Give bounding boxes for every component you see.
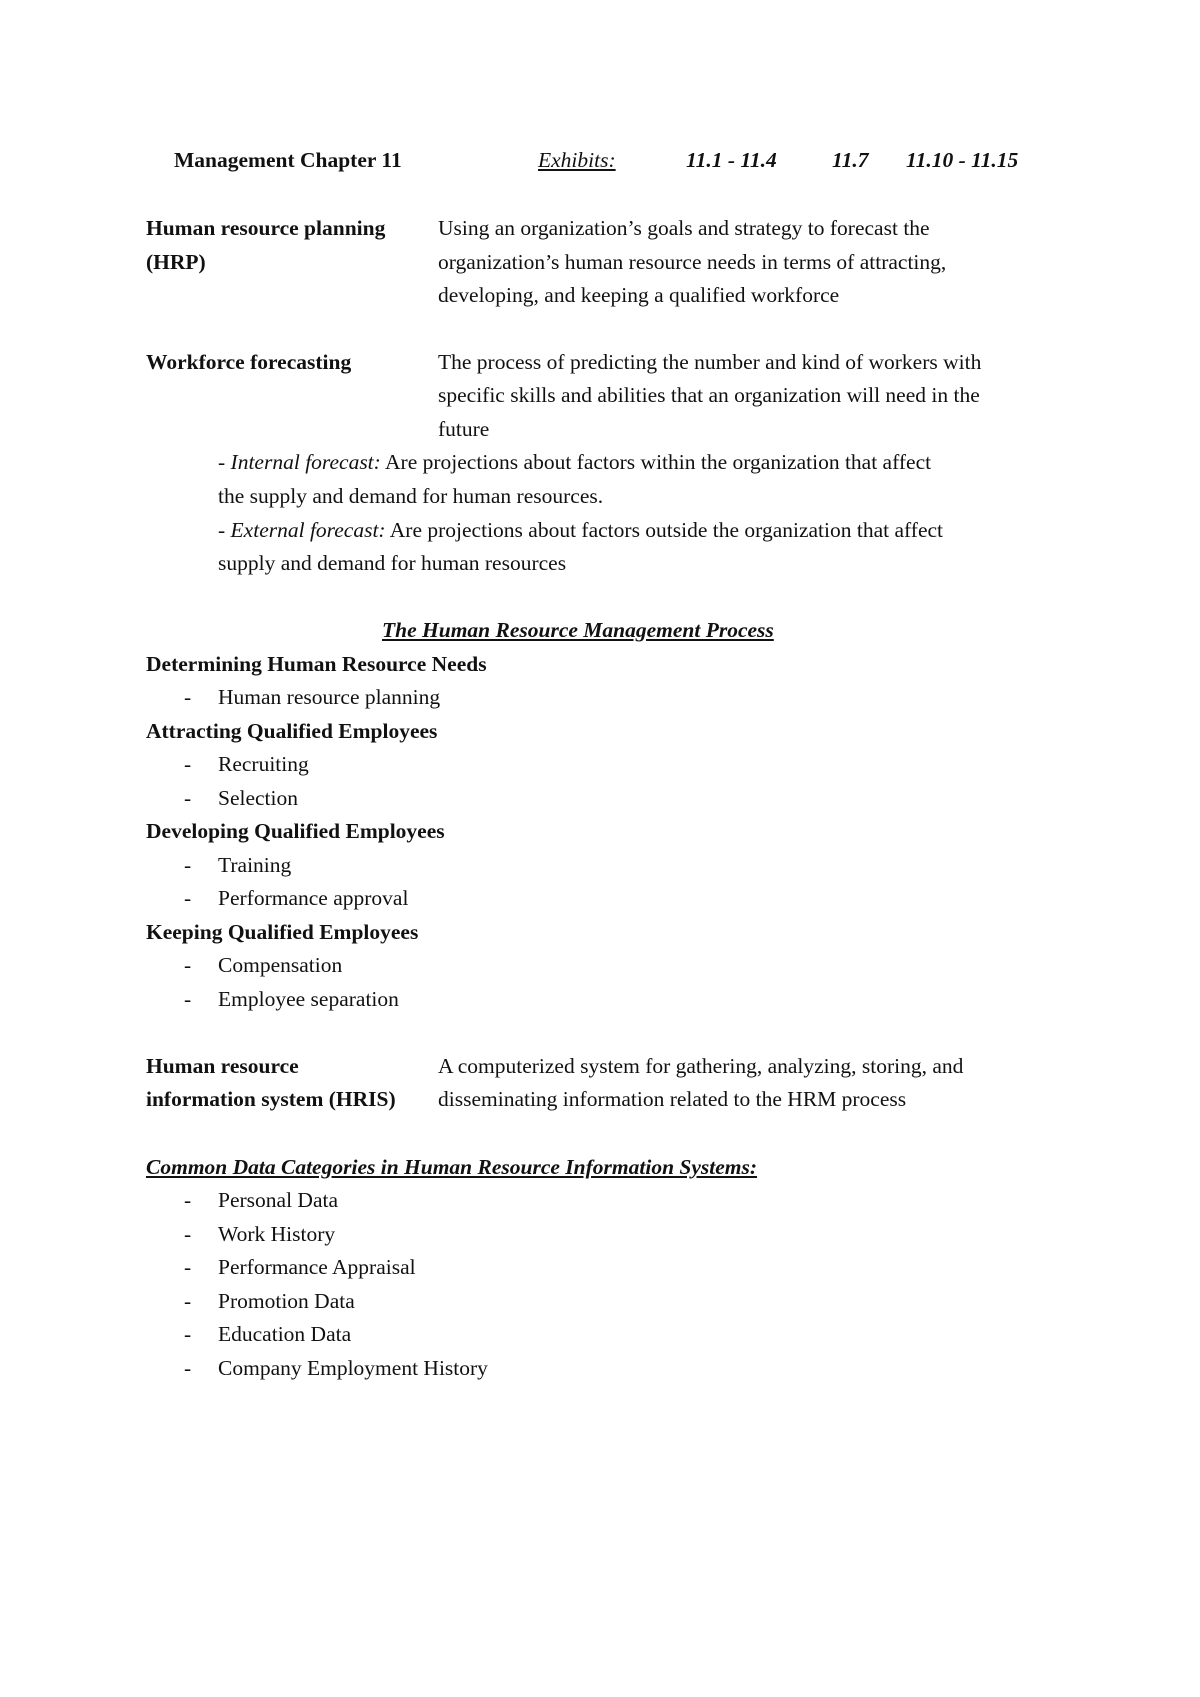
term-hris: information system (HRIS) [146,1087,396,1111]
dash: - [184,853,192,877]
definition-line: disseminating information related to the HRM process [438,1087,907,1111]
section-title: The Human Resource Management Process [382,618,774,642]
list-item: Recruiting [218,752,309,776]
list-item: Personal Data [218,1188,339,1212]
term-hrp: (HRP) [146,250,206,274]
external-forecast-line [218,514,943,548]
dash: - [184,886,192,910]
term-hrp: Human resource planning [146,216,386,240]
definition-line: A computerized system for gathering, analyzing, storing, and [438,1054,964,1078]
bullet-prefix: - [218,450,231,474]
list-item: Performance approval [218,886,409,910]
bullet-prefix: - [218,518,231,542]
dash: - [184,987,192,1011]
list-item: Work History [218,1222,336,1246]
process-heading: Attracting Qualified Employees [146,719,438,743]
list-item: Compensation [218,953,343,977]
internal-forecast-label: Internal forecast: [230,450,381,474]
internal-forecast-line [218,446,931,480]
dash: - [184,786,192,810]
list-item: Performance Appraisal [218,1255,416,1279]
definition-line: The process of predicting the number and kind of workers with [438,350,982,374]
dash: - [184,1255,192,1279]
internal-forecast-text: Are projections about factors within the organization that affect [380,450,932,474]
definition-line: developing, and keeping a qualified workforce [438,283,840,307]
exhibit-range: 11.10 - 11.15 [906,148,1019,172]
dash: - [184,1356,192,1380]
definition-line: specific skills and abilities that an organization will need in the [438,383,980,407]
dash: - [184,752,192,776]
exhibits-label: Exhibits: [538,148,616,172]
process-heading: Keeping Qualified Employees [146,920,419,944]
external-forecast-label: External forecast: [230,518,386,542]
definition-line: future [438,417,490,441]
process-heading: Developing Qualified Employees [146,819,445,843]
external-forecast-text: supply and demand for human resources [218,551,567,575]
dash: - [184,953,192,977]
list-item: Human resource planning [218,685,441,709]
definition-line: organization’s human resource needs in terms of attracting, [438,250,947,274]
definition-line: Using an organization’s goals and strategy to forecast the [438,216,930,240]
page-title: Management Chapter 11 [174,148,402,172]
dash: - [184,1289,192,1313]
internal-forecast-text: the supply and demand for human resources. [218,484,604,508]
exhibit-range: 11.1 - 11.4 [686,148,777,172]
dash: - [184,1222,192,1246]
exhibit-range: 11.7 [832,148,869,172]
list-item: Employee separation [218,987,399,1011]
list-item: Promotion Data [218,1289,355,1313]
dash: - [184,1322,192,1346]
external-forecast-text: Are projections about factors outside the organization that affect [385,518,944,542]
term-workforce-forecasting: Workforce forecasting [146,350,352,374]
section-title: Common Data Categories in Human Resource Information Systems: [146,1155,758,1179]
dash: - [184,1188,192,1212]
list-item: Selection [218,786,299,810]
list-item: Education Data [218,1322,352,1346]
process-heading: Determining Human Resource Needs [146,652,487,676]
list-item: Training [218,853,292,877]
dash: - [184,685,192,709]
term-hris: Human resource [146,1054,299,1078]
list-item: Company Employment History [218,1356,488,1380]
